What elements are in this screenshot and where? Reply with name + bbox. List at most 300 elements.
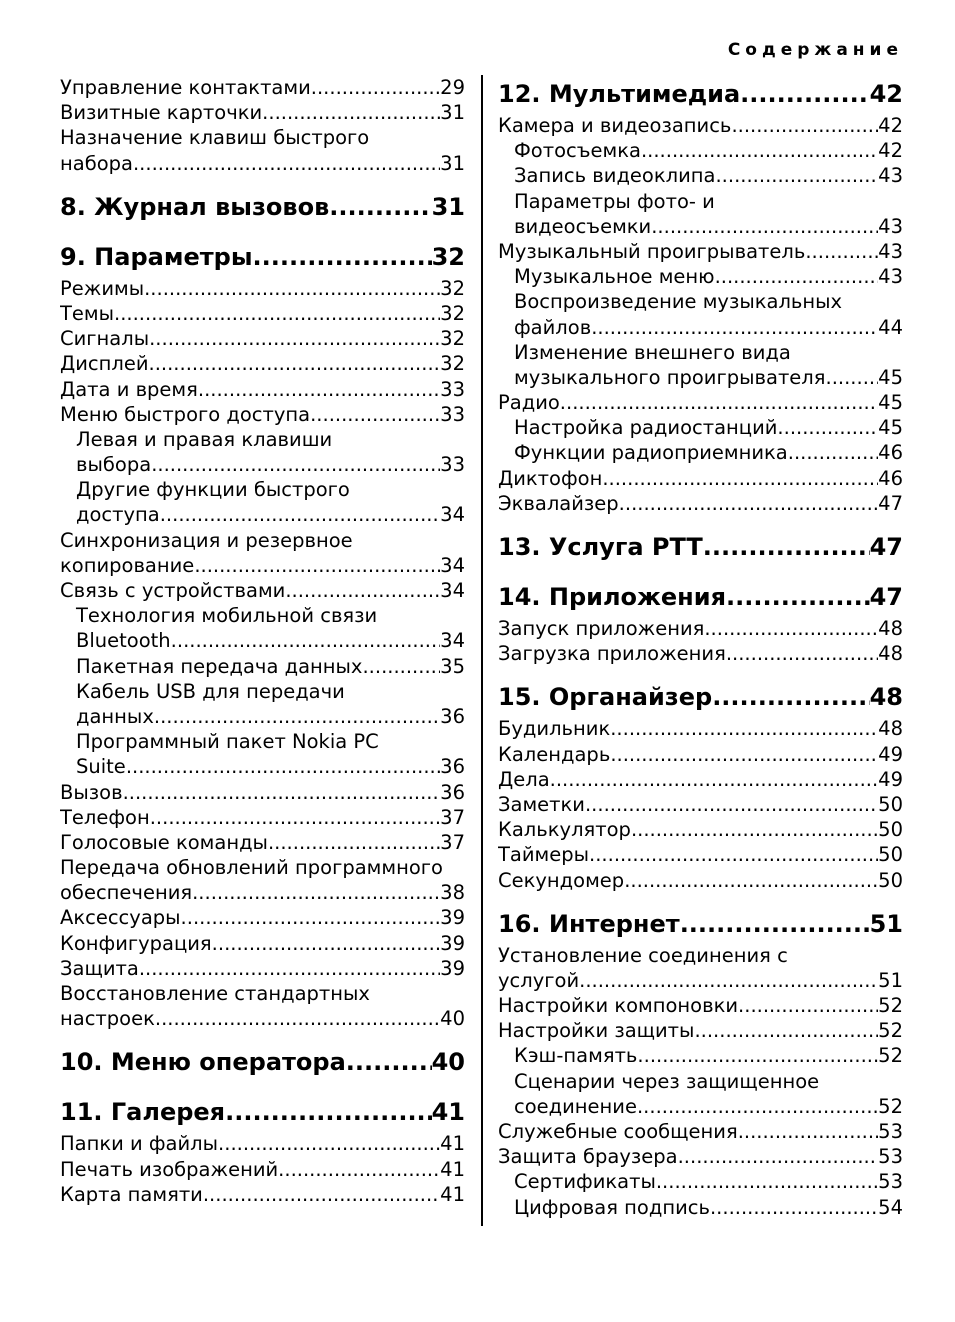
toc-entry-title: Запуск приложения — [498, 617, 705, 640]
toc-entry-row — [498, 678, 903, 716]
page-number: 42 — [878, 139, 903, 163]
page-number: 32 — [440, 276, 465, 300]
toc-subentry[interactable] — [498, 138, 903, 163]
dot-leader — [585, 792, 878, 817]
toc-entry-row — [60, 276, 465, 301]
toc-subentry[interactable] — [60, 603, 465, 653]
page-number: 34 — [440, 553, 465, 577]
toc-entry-title: данных — [76, 704, 154, 728]
toc-entry-row — [60, 402, 465, 427]
toc-entry-title-line: Технология мобильной связи — [76, 604, 378, 628]
toc-entry-row — [60, 1006, 465, 1031]
toc-entry-title: Меню быстрого доступа — [60, 402, 311, 426]
dot-leader — [262, 100, 440, 125]
dot-leader — [155, 1006, 440, 1031]
dot-leader — [218, 1131, 440, 1156]
toc-entry-row — [60, 956, 465, 981]
toc-entry-row — [60, 830, 465, 855]
toc-entry-title: Служебные сообщения — [498, 1120, 738, 1143]
toc-entry-title: Календарь — [498, 742, 611, 766]
toc-chapter[interactable] — [498, 678, 903, 716]
dot-leader — [278, 1157, 440, 1182]
dot-leader — [160, 502, 440, 527]
toc-subentry[interactable] — [60, 654, 465, 679]
page-number: 47 — [878, 491, 903, 515]
page-number: 49 — [878, 742, 903, 766]
toc-entry-row — [60, 1043, 465, 1081]
toc-entry-title: Кэш-память — [514, 1044, 638, 1068]
toc-entry-title-line: Изменение внешнего вида — [514, 340, 791, 364]
toc-entry-row — [498, 528, 903, 566]
toc-chapter[interactable] — [60, 1093, 465, 1131]
toc-chapter[interactable] — [60, 1043, 465, 1081]
toc-entry-title: Настройки защиты — [498, 1019, 695, 1043]
toc-entry-row — [514, 365, 903, 390]
page-number: 48 — [869, 683, 903, 712]
toc-entry-title: видеосъемки — [514, 214, 652, 238]
toc-entry[interactable] — [498, 1018, 903, 1043]
page-number: 37 — [440, 805, 465, 829]
toc-subentry[interactable] — [60, 477, 465, 527]
toc-entry-title: Режимы — [60, 276, 145, 300]
toc-entry-title: Папки и файлы — [60, 1132, 219, 1156]
dot-leader — [712, 678, 869, 716]
toc-entry[interactable] — [498, 767, 903, 792]
dot-leader — [181, 905, 441, 930]
toc-entry[interactable] — [60, 578, 465, 603]
page-number: 34 — [440, 579, 465, 602]
toc-entry-row — [60, 238, 465, 276]
dot-leader — [550, 767, 879, 792]
page-number: 31 — [431, 192, 465, 221]
dot-leader — [198, 377, 440, 402]
page-number: 46 — [878, 466, 903, 490]
toc-entry-row — [498, 1119, 903, 1144]
toc-entry-title: Функции радиоприемника — [514, 441, 788, 465]
toc-entry-title: Запись видеоклипа — [514, 164, 716, 188]
dot-leader — [329, 188, 431, 226]
page-number: 36 — [440, 780, 465, 804]
toc-entry[interactable] — [498, 1144, 903, 1169]
toc-entry-row — [498, 491, 903, 516]
dot-leader — [703, 528, 870, 566]
toc-entry[interactable] — [60, 855, 465, 905]
toc-entry-title: Визитные карточки — [60, 101, 263, 125]
page-number: 32 — [440, 327, 465, 351]
toc-entry-title: Диктофон — [498, 466, 603, 490]
toc-chapter[interactable] — [498, 528, 903, 566]
page-number: 32 — [431, 242, 465, 271]
toc-entry[interactable] — [498, 742, 903, 767]
dot-leader — [149, 326, 440, 351]
toc-entry-title: 12. Мультимедиа — [498, 80, 741, 108]
dot-leader — [268, 830, 440, 855]
toc-entry-row — [498, 75, 903, 113]
dot-leader — [362, 654, 440, 679]
page-number: 33 — [440, 453, 465, 477]
page-number: 34 — [440, 629, 465, 653]
toc-entry-title: Дата и время — [60, 377, 198, 401]
toc-entry[interactable] — [60, 377, 465, 402]
toc-entry[interactable] — [60, 905, 465, 930]
toc-entry-title-line: Воспроизведение музыкальных — [514, 290, 843, 314]
dot-leader — [589, 842, 878, 867]
toc-entry-title: Аксессуары — [60, 906, 181, 930]
toc-subentry[interactable] — [498, 289, 903, 339]
toc-chapter[interactable] — [498, 578, 903, 616]
toc-entry-row — [60, 100, 465, 125]
toc-entry[interactable] — [60, 528, 465, 578]
toc-entry-row — [498, 641, 903, 666]
toc-entry[interactable] — [60, 956, 465, 981]
toc-entry-row — [498, 767, 903, 792]
toc-entry[interactable] — [60, 981, 465, 1031]
dot-leader — [710, 1195, 878, 1220]
page-number: 53 — [878, 1145, 903, 1169]
page-number: 43 — [878, 239, 903, 263]
toc-entry-row — [514, 1169, 903, 1194]
toc-entry-title: Вызов — [60, 780, 123, 804]
dot-leader — [253, 238, 432, 276]
page-number: 49 — [878, 767, 903, 791]
toc-subentry[interactable] — [498, 440, 903, 465]
toc-entry-row — [60, 880, 465, 905]
toc-entry-row — [514, 264, 903, 289]
toc-subentry[interactable] — [498, 264, 903, 289]
page-number: 50 — [878, 843, 903, 867]
toc-entry[interactable] — [498, 943, 903, 993]
page-number: 33 — [440, 377, 465, 401]
toc-entry-title: 13. Услуга PTT — [498, 533, 703, 561]
page-number: 44 — [878, 315, 903, 339]
toc-entry-title: Будильник — [498, 717, 611, 741]
toc-entry-row — [60, 1093, 465, 1131]
toc-entry[interactable] — [60, 276, 465, 301]
toc-entry[interactable] — [498, 491, 903, 516]
page-number: 37 — [440, 830, 465, 854]
toc-entry[interactable] — [498, 993, 903, 1018]
toc-entry[interactable] — [498, 616, 903, 641]
dot-leader — [579, 968, 878, 993]
toc-entry-title: Музыкальное меню — [514, 265, 715, 289]
dot-leader — [133, 151, 440, 176]
page-number: 54 — [878, 1195, 903, 1219]
toc-entry-row — [76, 654, 465, 679]
toc-entry-title: Bluetooth — [76, 629, 171, 653]
page-number: 51 — [869, 909, 903, 938]
toc-entry-row — [60, 377, 465, 402]
dot-leader — [631, 817, 878, 842]
toc-entry-title-line: Восстановление стандартных — [60, 982, 370, 1005]
toc-entry-row — [76, 502, 465, 527]
toc-entry-row — [60, 780, 465, 805]
toc-entry-title-line: Установление соединения с — [498, 943, 788, 967]
page-number: 36 — [440, 755, 465, 779]
page-number: 39 — [440, 906, 465, 930]
toc-entry-row — [498, 616, 903, 641]
dot-leader — [651, 214, 878, 239]
toc-subentry[interactable] — [498, 415, 903, 440]
toc-entry[interactable] — [60, 326, 465, 351]
dot-leader — [637, 1094, 878, 1119]
toc-entry[interactable] — [60, 100, 465, 125]
toc-entry-title: Сигналы — [60, 327, 150, 351]
dot-leader — [212, 931, 441, 956]
toc-entry-title-line: Назначение клавиш быстрого — [60, 126, 370, 150]
toc-entry[interactable] — [498, 239, 903, 264]
toc-entry-row — [498, 1018, 903, 1043]
page-number: 29 — [440, 76, 465, 99]
toc-entry-title: Управление контактами — [60, 76, 311, 99]
toc-entry[interactable] — [498, 1119, 903, 1144]
toc-entry-row — [498, 868, 903, 893]
toc-entry-row — [76, 628, 465, 653]
toc-entry[interactable] — [60, 780, 465, 805]
toc-entry-title: соединение — [514, 1094, 637, 1118]
toc-entry[interactable] — [498, 390, 903, 415]
dot-leader — [610, 742, 878, 767]
page-number: 34 — [440, 503, 465, 527]
toc-entry-title: Конфигурация — [60, 931, 212, 955]
toc-entry-title: Пакетная передача данных — [76, 654, 363, 678]
page-number: 42 — [878, 114, 903, 137]
dot-leader — [310, 402, 440, 427]
toc-entry-row — [60, 1182, 465, 1207]
toc-entry-row — [76, 704, 465, 729]
toc-entry-row — [60, 905, 465, 930]
toc-entry-title-line: Левая и правая клавиши — [76, 427, 333, 451]
dot-leader — [740, 75, 869, 113]
page-number: 41 — [440, 1182, 465, 1206]
page-number: 45 — [878, 416, 903, 440]
toc-subentry[interactable] — [498, 1069, 903, 1119]
toc-entry-title: Сертификаты — [514, 1170, 656, 1194]
dot-leader — [149, 351, 441, 376]
dot-leader — [704, 616, 878, 641]
toc-entry-row — [514, 163, 903, 188]
toc-subentry[interactable] — [498, 189, 903, 239]
dot-leader — [151, 452, 440, 477]
page-number: 50 — [878, 818, 903, 842]
toc-entry-title: услугой — [498, 968, 580, 992]
page-number: 39 — [440, 931, 465, 955]
toc-entry[interactable] — [498, 641, 903, 666]
page-number: 51 — [878, 968, 903, 992]
dot-leader — [171, 628, 441, 653]
page-number: 46 — [878, 441, 903, 465]
page-number: 47 — [869, 583, 903, 611]
toc-entry[interactable] — [60, 125, 465, 175]
toc-entry-title: 9. Параметры — [60, 242, 253, 271]
toc-entry-title: Защита браузера — [498, 1145, 678, 1169]
toc-entry-row — [498, 968, 903, 993]
toc-entry-title: набора — [60, 151, 133, 175]
toc-right-column — [498, 75, 903, 1220]
page-number: 45 — [878, 391, 903, 415]
dot-leader — [738, 1119, 878, 1144]
toc-entry[interactable] — [60, 402, 465, 427]
toc-entry-row — [514, 315, 903, 340]
toc-entry-title: Настройки компоновки — [498, 994, 739, 1018]
dot-leader — [726, 578, 870, 616]
toc-subentry[interactable] — [60, 427, 465, 477]
page-number: 33 — [440, 402, 465, 426]
toc-entry-title: файлов — [514, 315, 592, 339]
dot-leader — [225, 1093, 432, 1131]
toc-subentry[interactable] — [60, 679, 465, 729]
toc-entry-row — [60, 75, 465, 100]
toc-entry-row — [514, 440, 903, 465]
toc-left-column — [60, 75, 465, 1207]
toc-chapter[interactable] — [498, 75, 903, 113]
toc-entry[interactable] — [498, 792, 903, 817]
page-number: 48 — [878, 717, 903, 741]
toc-entry-row — [60, 805, 465, 830]
toc-entry-row — [60, 553, 465, 578]
dot-leader — [624, 868, 878, 893]
toc-entry-title: 11. Галерея — [60, 1098, 226, 1127]
dot-leader — [591, 315, 878, 340]
toc-entry[interactable] — [60, 351, 465, 376]
toc-entry-title: Загрузка приложения — [498, 642, 726, 666]
running-title: Содержание — [727, 40, 903, 60]
toc-entry-title: Защита — [60, 956, 139, 980]
toc-entry[interactable] — [60, 1182, 465, 1207]
toc-entry-title: Дела — [498, 767, 550, 791]
column-divider — [481, 75, 483, 1226]
page-number: 50 — [878, 868, 903, 892]
toc-entry-row — [60, 1131, 465, 1156]
toc-entry[interactable] — [60, 1157, 465, 1182]
toc-entry-row — [514, 415, 903, 440]
dot-leader — [610, 716, 878, 741]
toc-entry[interactable] — [498, 842, 903, 867]
toc-entry-row — [514, 1043, 903, 1068]
toc-subentry[interactable] — [60, 729, 465, 779]
toc-entry[interactable] — [498, 716, 903, 741]
toc-entry[interactable] — [60, 805, 465, 830]
dot-leader — [150, 805, 440, 830]
dot-leader — [194, 553, 440, 578]
toc-entry-title: настроек — [60, 1007, 155, 1031]
page-number: 50 — [878, 792, 903, 816]
toc-entry[interactable] — [60, 75, 465, 100]
dot-leader — [731, 113, 878, 138]
toc-subentry[interactable] — [498, 1169, 903, 1194]
toc-subentry[interactable] — [498, 340, 903, 390]
dot-leader — [285, 578, 440, 603]
toc-entry-title: 8. Журнал вызовов — [60, 192, 330, 221]
toc-entry-row — [498, 239, 903, 264]
page-number: 36 — [440, 704, 465, 728]
dot-leader — [678, 1144, 879, 1169]
toc-entry[interactable] — [60, 1131, 465, 1156]
toc-chapter[interactable] — [60, 238, 465, 276]
toc-entry-title: копирование — [60, 553, 195, 577]
page-number: 38 — [440, 881, 465, 905]
toc-entry-title: обеспечения — [60, 881, 193, 905]
page-number: 43 — [878, 164, 903, 188]
toc-entry-row — [76, 754, 465, 779]
toc-entry-row — [498, 390, 903, 415]
page-number: 47 — [869, 533, 903, 561]
toc-entry-row — [60, 326, 465, 351]
page-number: 43 — [878, 265, 903, 289]
page-number: 41 — [440, 1132, 465, 1156]
dot-leader — [139, 956, 440, 981]
toc-entry-row — [498, 905, 903, 943]
toc-entry-title-line: Сценарии через защищенное — [514, 1069, 820, 1093]
page-number: 52 — [878, 1094, 903, 1118]
dot-leader — [805, 239, 878, 264]
toc-entry-title: Suite — [76, 755, 126, 779]
page-number: 40 — [440, 1007, 465, 1031]
toc-entry[interactable] — [60, 830, 465, 855]
dot-leader — [114, 301, 440, 326]
toc-entry[interactable] — [498, 868, 903, 893]
dot-leader — [602, 466, 878, 491]
toc-subentry[interactable] — [498, 1195, 903, 1220]
dot-leader — [715, 264, 879, 289]
page-number: 53 — [878, 1170, 903, 1194]
toc-entry-title: Фотосъемка — [514, 139, 641, 163]
toc-entry-title: Дисплей — [60, 352, 149, 376]
toc-entry-row — [498, 716, 903, 741]
dot-leader — [680, 905, 870, 943]
page-number: 52 — [878, 994, 903, 1018]
toc-entry-title-line: Другие функции быстрого — [76, 478, 350, 502]
dot-leader — [126, 754, 440, 779]
toc-entry[interactable] — [60, 301, 465, 326]
toc-entry-title-line: Передача обновлений программного — [60, 856, 443, 880]
toc-entry-title: Заметки — [498, 792, 585, 816]
toc-entry-row — [514, 1195, 903, 1220]
toc-chapter[interactable] — [60, 188, 465, 226]
toc-entry-title: Карта памяти — [60, 1182, 203, 1206]
page-number: 41 — [431, 1098, 465, 1127]
toc-subentry[interactable] — [498, 1043, 903, 1068]
toc-chapter[interactable] — [498, 905, 903, 943]
toc-entry-row — [60, 1157, 465, 1182]
toc-entry-row — [498, 817, 903, 842]
dot-leader — [637, 1043, 878, 1068]
toc-entry[interactable] — [498, 817, 903, 842]
toc-entry[interactable] — [60, 931, 465, 956]
dot-leader — [694, 1018, 878, 1043]
toc-entry-title: Темы — [60, 301, 115, 325]
toc-entry-title: Камера и видеозапись — [498, 114, 732, 137]
dot-leader — [123, 780, 441, 805]
toc-entry-title: Голосовые команды — [60, 830, 268, 854]
dot-leader — [788, 440, 878, 465]
dot-leader — [826, 365, 879, 390]
toc-entry-title: Радио — [498, 391, 560, 415]
toc-entry-title: Эквалайзер — [498, 491, 619, 515]
page-number: 41 — [440, 1157, 465, 1181]
toc-entry-title: Цифровая подпись — [514, 1195, 710, 1219]
toc-entry-title-line: Программный пакет Nokia PC — [76, 730, 379, 754]
page-number: 32 — [440, 352, 465, 376]
toc-entry[interactable] — [498, 113, 903, 138]
toc-subentry[interactable] — [498, 163, 903, 188]
toc-entry-title: доступа — [76, 503, 160, 527]
dot-leader — [777, 415, 878, 440]
dot-leader — [656, 1169, 878, 1194]
dot-leader — [346, 1043, 432, 1081]
toc-entry-row — [498, 113, 903, 138]
toc-entry[interactable] — [498, 466, 903, 491]
toc-entry-row — [498, 742, 903, 767]
